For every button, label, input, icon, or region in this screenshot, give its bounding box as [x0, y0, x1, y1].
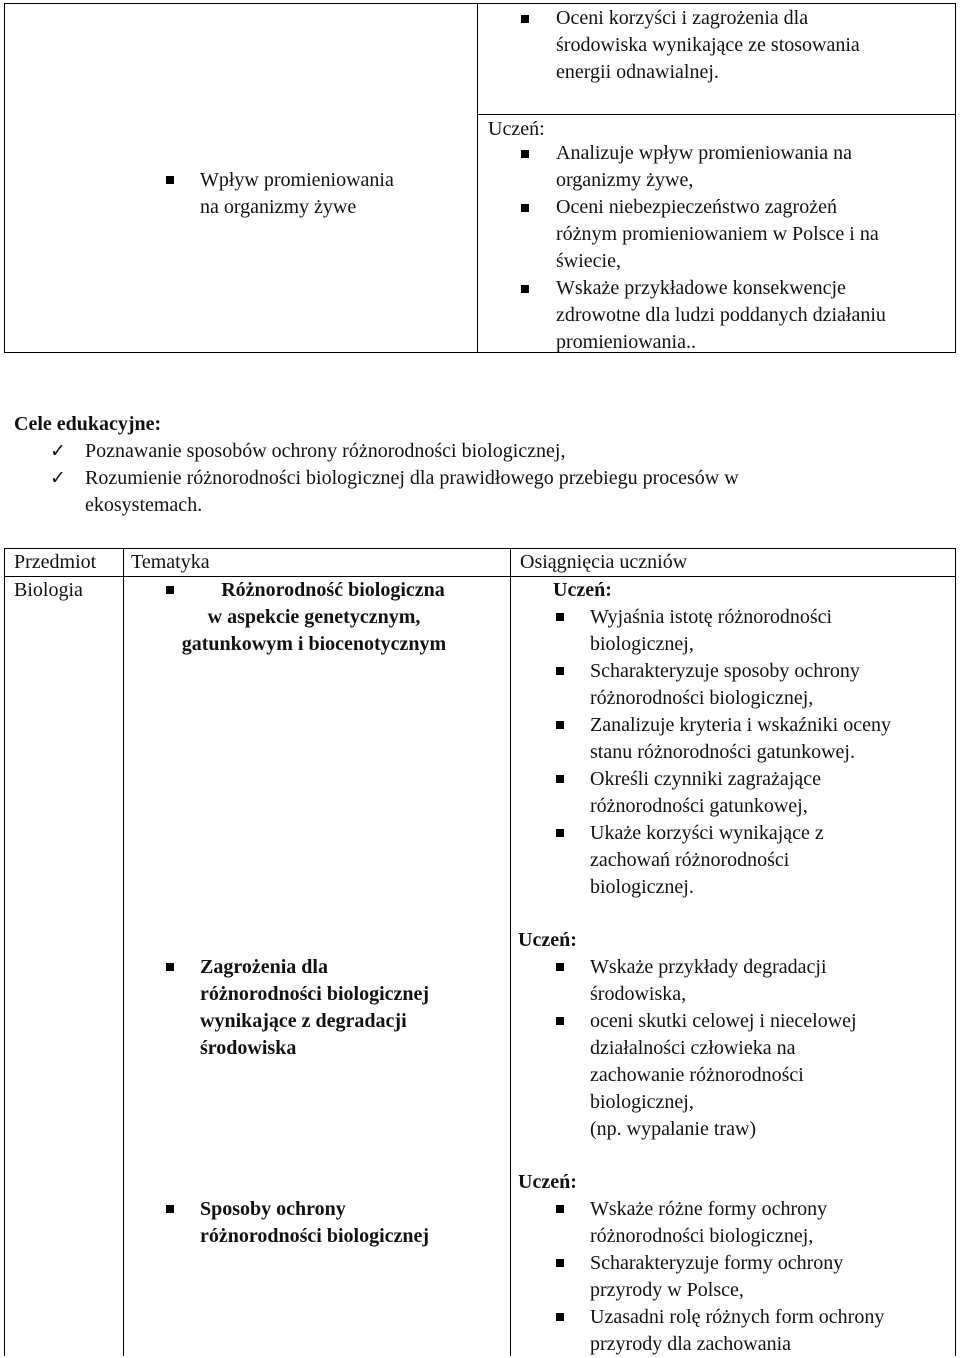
outcome-item: Określi czynniki zagrażające różnorodności gatunkowej, [590, 768, 821, 817]
student-label: Uczeń: [553, 579, 612, 601]
bullet-square-icon [556, 1017, 564, 1025]
bullet-square-icon [166, 1205, 174, 1213]
topic-title: Zagrożenia dla różnorodności biologicznej wynikające z degradacji środowiska [200, 956, 430, 1059]
topic-title: Sposoby ochrony różnorodności biologicznej [200, 1198, 430, 1247]
outcome-item: Wyjaśnia istotę różnorodności biologicznej, [590, 606, 833, 655]
header-topic: Tematyka [131, 551, 210, 573]
bullet-square-icon [556, 1313, 564, 1321]
bullet-square-icon [521, 150, 529, 158]
bullet-square-icon [166, 963, 174, 971]
outcome-item: Oceni niebezpieczeństwo zagrożeń różnym promieniowaniem w Polsce i na świecie, [556, 196, 879, 272]
outcome-item: Scharakteryzuje sposoby ochrony różnorodności biologicznej, [590, 660, 860, 709]
checkmark-icon: ✓ [50, 467, 66, 489]
subject-cell: Biologia [14, 579, 83, 601]
student-label: Uczeń: [518, 929, 577, 951]
outcome-item: Analizuje wpływ promieniowania na organizmy żywe, [556, 142, 853, 191]
outcome-item: oceni skutki celowej i niecelowej działalności człowieka na zachowanie różnorodności biologicznej, (np. wypalanie traw) [590, 1010, 857, 1140]
header-subject: Przedmiot [14, 551, 97, 573]
outcome-item: Wskaże przykłady degradacji środowiska, [590, 956, 827, 1005]
bullet-square-icon [556, 963, 564, 971]
outcome-item: Uzasadni rolę różnych form ochrony przyrody dla zachowania [590, 1306, 885, 1355]
topic-title: Wpływ promieniowania na organizmy żywe [200, 169, 394, 218]
bullet-square-icon [556, 1205, 564, 1213]
outcome-item: Wskaże przykładowe konsekwencje zdrowotne dla ludzi poddanych działaniu promieniowania.. [556, 277, 886, 353]
bullet-square-icon [556, 721, 564, 729]
student-label: Uczeń: [488, 118, 545, 140]
checkmark-icon: ✓ [50, 440, 66, 462]
bullet-square-icon [521, 204, 529, 212]
bullet-square-icon [556, 613, 564, 621]
topic-title: Różnorodność biologiczna w aspekcie genetycznym, gatunkowym i biocenotycznym [181, 579, 447, 655]
goals-heading: Cele edukacyjne: [14, 413, 162, 435]
student-label: Uczeń: [518, 1171, 577, 1193]
column-divider [510, 549, 511, 1356]
column-divider [477, 4, 478, 352]
bullet-square-icon [521, 285, 529, 293]
row-divider [477, 114, 955, 115]
header-outcomes: Osiągnięcia uczniów [520, 551, 688, 573]
bullet-square-icon [556, 1259, 564, 1267]
outcome-item: Ukaże korzyści wynikające z zachowań różnorodności biologicznej. [590, 822, 824, 898]
bullet-square-icon [521, 15, 529, 23]
bullet-square-icon [166, 176, 174, 184]
bullet-square-icon [556, 667, 564, 675]
goal-item: Poznawanie sposobów ochrony różnorodności biologicznej, [85, 440, 566, 462]
outcome-item: Oceni korzyści i zagrożenia dla środowiska wynikające ze stosowania energii odnawialnej. [556, 7, 860, 83]
outcome-item: Wskaże różne formy ochrony różnorodności biologicznej, [590, 1198, 828, 1247]
goal-item: Rozumienie różnorodności biologicznej dla prawidłowego przebiegu procesów w ekosystemach. [85, 467, 739, 516]
column-divider [123, 549, 124, 1356]
outcome-item: Scharakteryzuje formy ochrony przyrody w Polsce, [590, 1252, 844, 1301]
bullet-square-icon [556, 829, 564, 837]
outcome-item: Zanalizuje kryteria i wskaźniki oceny stanu różnorodności gatunkowej. [590, 714, 891, 763]
bullet-square-icon [556, 775, 564, 783]
